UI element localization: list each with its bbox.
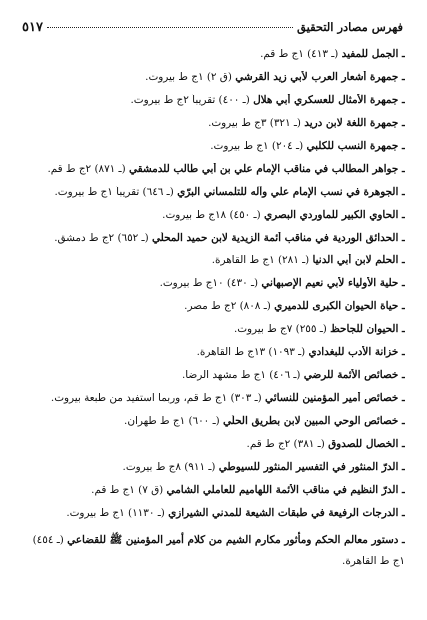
entry-detail: (ـ ٤٥٤) ١ج ط القاهرة. xyxy=(32,533,405,567)
source-entry xyxy=(20,186,405,199)
entry-detail: (ـ ٣٢١) ٣ج ط بيروت. xyxy=(208,116,305,129)
entry-detail: (ـ ٦٥٢) ٢ج ط دمشق. xyxy=(54,231,152,244)
source-entry xyxy=(20,71,405,84)
sources-list xyxy=(20,48,405,572)
entry-detail: (ـ ١٠٩٣) ١٣ج ط القاهرة. xyxy=(196,346,309,359)
entry-detail: (ق ٢) ١ج ط بيروت. xyxy=(145,70,236,83)
entry-detail: (ـ ٦٠٠) ١ج ط طهران. xyxy=(124,415,223,427)
entry-detail: (ـ ٤٠٦) ١ج ط مشهد الرضا. xyxy=(181,369,304,382)
source-entry xyxy=(20,48,405,61)
entry-title: ـ جمهرة اللغة لابن دريد xyxy=(304,116,405,129)
entry-title: ـ حلية الأولياء لأبي نعيم الإصبهاني xyxy=(261,277,405,290)
entry-title: ـ الدرّ المنثور في التفسير المنثور للسيوطي xyxy=(218,460,405,473)
entry-title: ـ جمهرة النسب للكلبي xyxy=(306,139,405,152)
source-entry xyxy=(20,461,405,474)
source-entry xyxy=(20,369,405,382)
source-entry xyxy=(20,438,405,451)
entry-title: ـ الدرجات الرفيعة في طبقات الشيعة للمدني الشيرازي xyxy=(168,506,405,519)
source-entry xyxy=(20,484,405,497)
entry-title: ـ دستور معالم الحكم ومأثور مكارم الشيم من كلام أمير المؤمنين ﷺ للقضاعي xyxy=(67,533,405,546)
entry-title: ـ حياة الحيوان الكبرى للدميري xyxy=(274,300,405,313)
source-entry xyxy=(20,300,405,313)
source-entry xyxy=(20,392,405,405)
entry-title: ـ الحيوان للجاحظ xyxy=(330,323,405,336)
entry-title: ـ الجمل للمفيد xyxy=(341,48,405,60)
source-entry xyxy=(20,232,405,245)
entry-title: ـ خزانة الأدب للبغدادي xyxy=(308,346,405,359)
entry-detail: (ـ ٢٠٤) ١ج ط بيروت. xyxy=(210,139,307,152)
leader-dots xyxy=(47,27,293,28)
source-entry xyxy=(20,507,405,520)
source-entry xyxy=(20,346,405,359)
source-entry xyxy=(20,94,405,107)
entry-title: ـ خصائص الوحي المبين لابن بطريق الحلّي xyxy=(222,415,405,427)
entry-detail: (ـ ٢٨١) ١ج ط القاهرة. xyxy=(211,254,313,267)
entry-title: ـ الخصال للصدوق xyxy=(328,437,405,450)
entry-detail: (ق ٧) ١ج ط قم. xyxy=(91,483,167,496)
source-entry xyxy=(20,163,405,176)
entry-detail: (ـ ٤٠٠) تقريباً ٢ج ط بيروت. xyxy=(130,93,254,106)
source-entry xyxy=(20,209,405,222)
entry-detail: (ـ ٣٠٣) ١ج ط قم، وربما استفيد من طبعة بيروت. xyxy=(50,392,266,405)
source-entry xyxy=(20,530,405,572)
entry-detail: (ـ ٦٤٦) تقريباً ١ج ط بيروت. xyxy=(54,185,178,198)
entry-detail: (ـ ٨٠٨) ٢ج ط مصر. xyxy=(184,300,275,313)
page-number: ٥١٧ xyxy=(22,20,43,35)
source-entry xyxy=(20,140,405,153)
entry-title: ـ جمهرة أشعار العرب لأبي زيد القرشي xyxy=(235,70,405,83)
entry-detail: (ـ ٢٥٥) ٧ج ط بيروت. xyxy=(233,323,331,336)
entry-detail: (ـ ١١٣٠) ١ج ط بيروت. xyxy=(66,506,169,519)
entry-detail: (ـ ٣٨١) ٢ج ط قم. xyxy=(246,437,329,450)
entry-detail: (ـ ٨٧١) ٢ج ط قم. xyxy=(47,162,129,175)
source-entry xyxy=(20,254,405,267)
entry-detail: (ـ ٤٥٠) ١٨ج ط بيروت. xyxy=(162,208,264,221)
entry-title: ـ خصائص الأئمة للرضي xyxy=(303,369,405,382)
entry-detail: (ـ ٤٣٠) ١٠ج ط بيروت. xyxy=(159,277,262,290)
entry-title: ـ الجوهرة في نسب الإمام علي وآله للتلمساني البرّي xyxy=(177,185,405,198)
entry-title: ـ الدرّ النظيم في مناقب الأئمة اللهاميم للعاملي الشامي xyxy=(166,483,405,496)
entry-title: ـ الحاوي الكبير للماوردي البصري xyxy=(263,208,405,221)
entry-detail: (ـ ٩١١) ٨ج ط بيروت. xyxy=(122,460,219,473)
entry-title: ـ خصائص أمير المؤمنين للنسائي xyxy=(265,392,405,405)
entry-title: ـ جمهرة الأمثال للعسكري أبي هلال xyxy=(253,93,405,106)
running-title: فهرس مصادر التحقيق xyxy=(297,20,403,34)
page-header xyxy=(22,20,403,40)
entry-title: ـ جواهر المطالب في مناقب الإمام علي بن أبي طالب للدمشقي xyxy=(128,162,405,175)
source-entry xyxy=(20,117,405,130)
source-entry xyxy=(20,323,405,336)
entry-title: ـ الحلم لابن أبي الدنيا xyxy=(312,254,405,267)
entry-title: ـ الحدائق الوردية في مناقب أئمة الزيدية لابن حميد المحلّي xyxy=(151,231,405,244)
source-entry xyxy=(20,277,405,290)
source-entry xyxy=(20,415,405,428)
entry-detail: (ـ ٤١٣) ١ج ط قم. xyxy=(260,48,342,60)
